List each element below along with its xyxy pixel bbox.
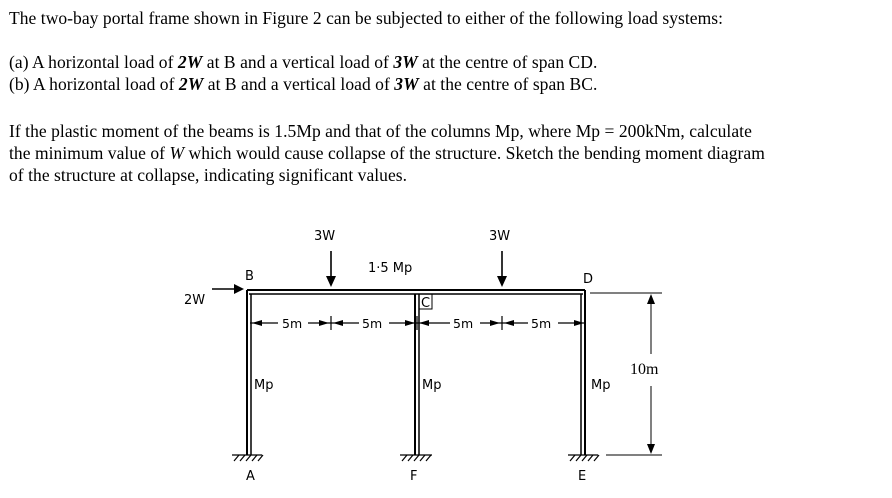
height-arrow-bottom <box>647 444 655 454</box>
case-a-load2: 3W <box>393 52 418 72</box>
node-b-label: B <box>245 269 254 284</box>
span-arrow-4-left <box>504 320 514 326</box>
height-arrow-top <box>647 294 655 304</box>
node-c-label: C <box>421 296 431 311</box>
vertical-load-right-label: 3W <box>489 229 511 244</box>
node-d-label: D <box>583 272 594 287</box>
beam-moment-label: 1·5 Mp <box>368 261 413 276</box>
paragraph-w: W <box>169 143 185 163</box>
span-3-label: 5m <box>453 316 474 331</box>
paragraph-text-2-post: which would cause collapse of the structure. Sketch the bending moment diagram <box>184 143 765 163</box>
span-arrow-1-right <box>319 320 329 326</box>
case-b-load2: 3W <box>394 74 419 94</box>
horizontal-load-arrowhead <box>234 284 244 294</box>
case-b-mid: at B and a vertical load of <box>203 74 395 94</box>
case-a-load1: 2W <box>177 52 203 72</box>
case-b-load1: 2W <box>178 74 204 94</box>
height-label: 10m <box>630 361 659 378</box>
case-b-pre: (b) A horizontal load of <box>9 74 179 94</box>
span-4-label: 5m <box>531 316 552 331</box>
paragraph-text-1: If the plastic moment of the beams is 1.5Mp and that of the columns Mp, where Mp = 200kNm, calculate <box>9 121 752 141</box>
span-1-label: 5m <box>282 316 303 331</box>
vertical-load-left-label: 3W <box>314 229 336 244</box>
span-arrow-3-right <box>490 320 500 326</box>
support-a <box>232 455 263 461</box>
column-moment-middle-label: Mp <box>422 378 442 393</box>
column-moment-right-label: Mp <box>591 378 611 393</box>
node-f-label: F <box>410 469 418 484</box>
intro-text: The two-bay portal frame shown in Figure 2 can be subjected to either of the following load systems: <box>9 8 724 28</box>
case-b-post: at the centre of span BC. <box>418 74 598 94</box>
vertical-load-arrowhead-right <box>497 276 507 287</box>
case-a-mid: at B and a vertical load of <box>202 52 394 72</box>
column-moment-left-label: Mp <box>254 378 274 393</box>
case-a-post: at the centre of span CD. <box>417 52 598 72</box>
case-a-pre: (a) A horizontal load of <box>9 52 178 72</box>
span-arrow-3-left <box>419 320 429 326</box>
paragraph-text-2-pre: the minimum value of <box>9 143 170 163</box>
node-a-label: A <box>246 469 255 484</box>
node-e-label: E <box>578 469 587 484</box>
vertical-load-arrowhead-left <box>326 276 336 287</box>
paragraph-text-3: of the structure at collapse, indicating significant values. <box>9 165 408 185</box>
support-e <box>568 455 599 461</box>
span-arrow-2-left <box>333 320 343 326</box>
span-arrow-4-right <box>574 320 584 326</box>
span-arrow-1-left <box>252 320 262 326</box>
span-arrow-2-right <box>405 320 415 326</box>
support-f <box>400 455 432 461</box>
span-2-label: 5m <box>362 316 383 331</box>
horizontal-load-label: 2W <box>184 293 206 308</box>
